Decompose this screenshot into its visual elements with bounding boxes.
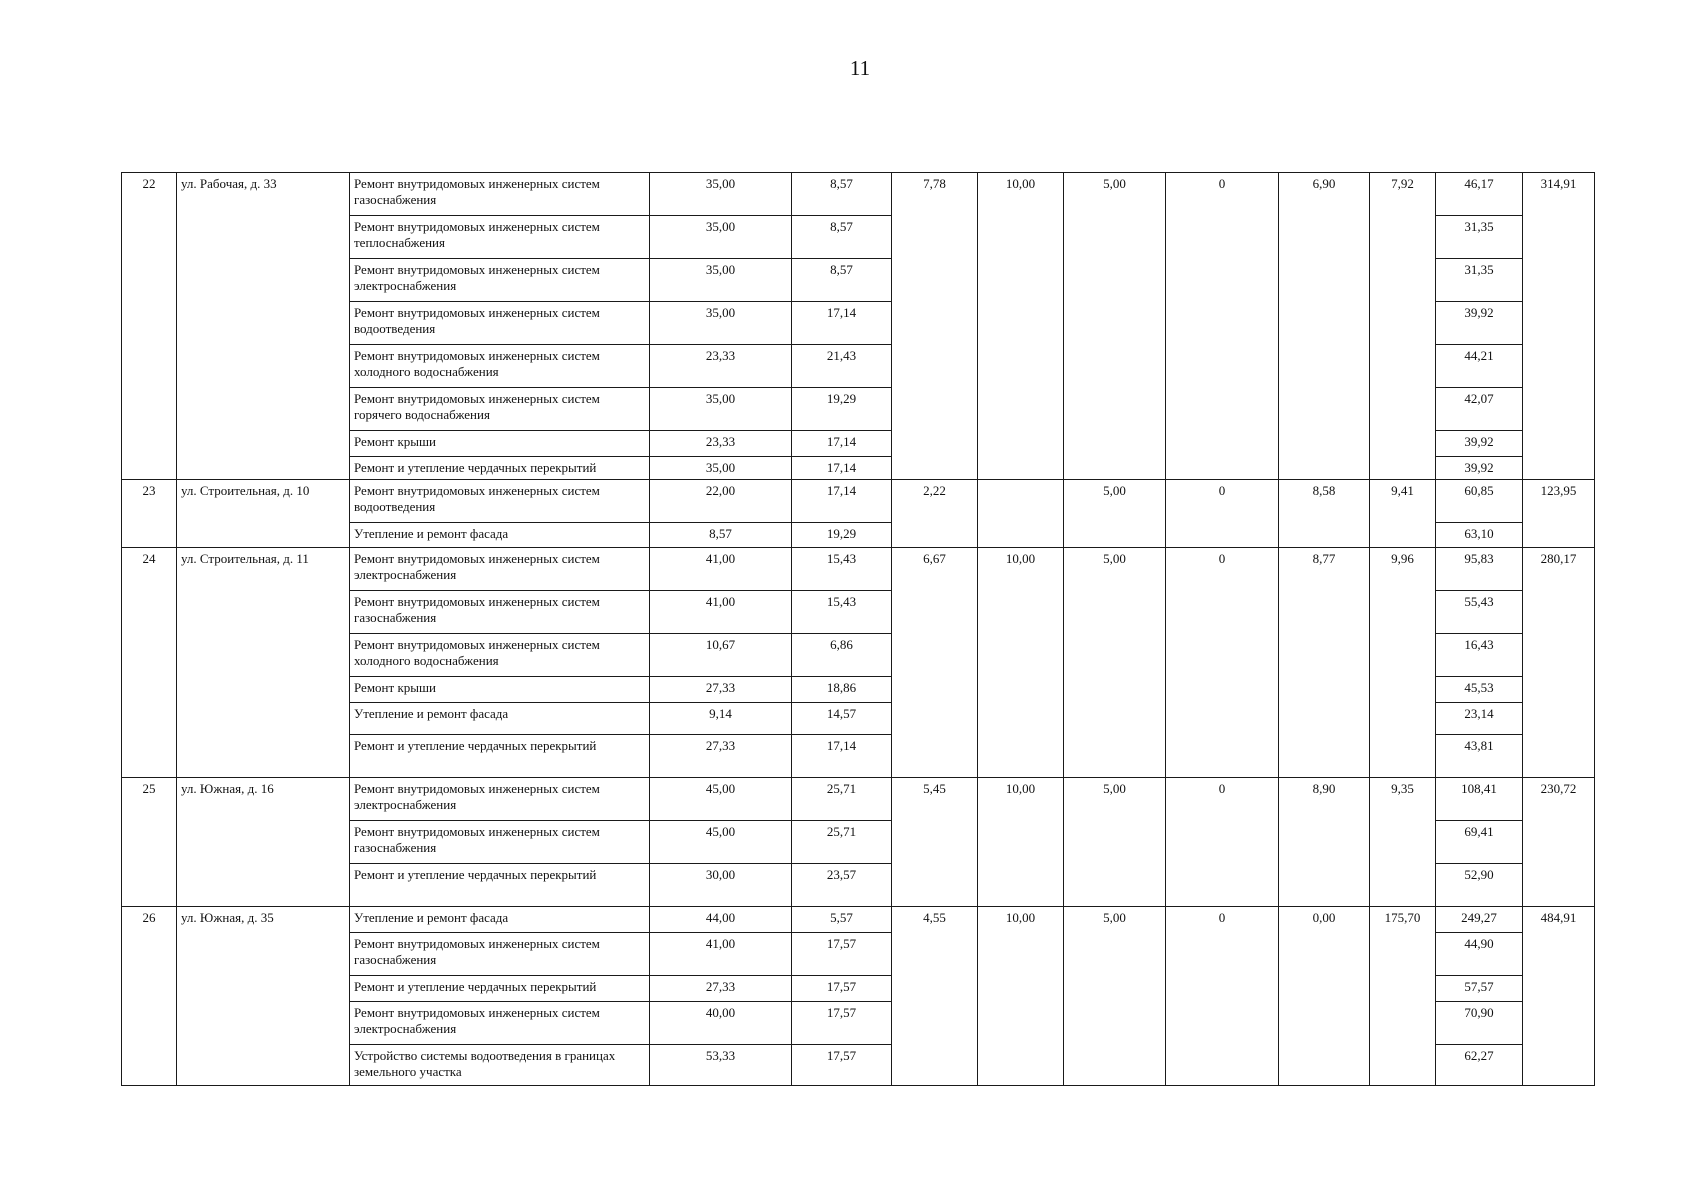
work-type: Утепление и ремонт фасада: [350, 523, 650, 548]
cost-value-a: 35,00: [650, 457, 792, 480]
cost-value-b: 23,57: [792, 864, 892, 907]
group-value-6: 9,35: [1370, 778, 1436, 907]
page-number: 11: [849, 56, 871, 80]
table-row: [122, 480, 1595, 523]
cost-value-a: 35,00: [650, 388, 792, 431]
cost-value-a: 27,33: [650, 677, 792, 703]
cost-value-b: 17,57: [792, 976, 892, 1002]
work-type: Ремонт внутридомовых инженерных систем холодного водоснабжения: [350, 634, 650, 677]
object-number: 26: [122, 907, 177, 1086]
work-type: Ремонт внутридомовых инженерных систем электроснабжения: [350, 778, 650, 821]
cost-value-a: 44,00: [650, 907, 792, 933]
group-value-1: 4,55: [892, 907, 978, 1086]
row-sum: 63,10: [1436, 523, 1523, 548]
work-type: Ремонт крыши: [350, 431, 650, 457]
work-type: Ремонт внутридомовых инженерных систем водоотведения: [350, 480, 650, 523]
cost-value-b: 17,14: [792, 735, 892, 778]
cost-value-b: 15,43: [792, 591, 892, 634]
cost-value-b: 8,57: [792, 173, 892, 216]
group-total: 484,91: [1523, 907, 1595, 1086]
row-sum: 44,90: [1436, 933, 1523, 976]
row-sum: 52,90: [1436, 864, 1523, 907]
row-sum: 16,43: [1436, 634, 1523, 677]
object-number: 24: [122, 548, 177, 778]
row-sum: 42,07: [1436, 388, 1523, 431]
group-value-1: 2,22: [892, 480, 978, 548]
row-sum: 43,81: [1436, 735, 1523, 778]
work-type: Ремонт и утепление чердачных перекрытий: [350, 864, 650, 907]
group-value-1: 7,78: [892, 173, 978, 480]
work-type: Устройство системы водоотведения в границах земельного участка: [350, 1045, 650, 1086]
cost-value-a: 45,00: [650, 821, 792, 864]
group-value-6: 175,70: [1370, 907, 1436, 1086]
cost-value-a: 22,00: [650, 480, 792, 523]
work-type: Ремонт крыши: [350, 677, 650, 703]
object-number: 23: [122, 480, 177, 548]
group-value-2: 10,00: [978, 548, 1064, 778]
cost-value-a: 41,00: [650, 591, 792, 634]
cost-value-a: 35,00: [650, 302, 792, 345]
group-value-3: 5,00: [1064, 548, 1166, 778]
cost-value-a: 35,00: [650, 173, 792, 216]
object-address: ул. Южная, д. 16: [177, 778, 350, 907]
table-row: [122, 548, 1595, 591]
work-type: Утепление и ремонт фасада: [350, 703, 650, 735]
group-value-6: 9,96: [1370, 548, 1436, 778]
work-type: Ремонт внутридомовых инженерных систем газоснабжения: [350, 173, 650, 216]
table-row: [122, 173, 1595, 216]
group-value-4: 0: [1166, 173, 1279, 480]
cost-value-b: 17,57: [792, 933, 892, 976]
cost-value-a: 53,33: [650, 1045, 792, 1086]
cost-value-b: 5,57: [792, 907, 892, 933]
group-value-1: 6,67: [892, 548, 978, 778]
cost-value-b: 25,71: [792, 821, 892, 864]
group-value-4: 0: [1166, 548, 1279, 778]
group-value-4: 0: [1166, 778, 1279, 907]
cost-value-b: 19,29: [792, 523, 892, 548]
group-value-1: 5,45: [892, 778, 978, 907]
cost-value-b: 17,14: [792, 480, 892, 523]
cost-value-b: 18,86: [792, 677, 892, 703]
object-number: 22: [122, 173, 177, 480]
cost-value-a: 41,00: [650, 548, 792, 591]
group-value-5: 8,90: [1279, 778, 1370, 907]
row-sum: 31,35: [1436, 259, 1523, 302]
cost-value-b: 6,86: [792, 634, 892, 677]
row-sum: 60,85: [1436, 480, 1523, 523]
cost-value-a: 30,00: [650, 864, 792, 907]
group-value-6: 9,41: [1370, 480, 1436, 548]
cost-value-b: 8,57: [792, 259, 892, 302]
row-sum: 23,14: [1436, 703, 1523, 735]
group-value-3: 5,00: [1064, 907, 1166, 1086]
group-total: 123,95: [1523, 480, 1595, 548]
group-value-4: 0: [1166, 907, 1279, 1086]
cost-value-b: 17,14: [792, 302, 892, 345]
work-type: Ремонт и утепление чердачных перекрытий: [350, 735, 650, 778]
object-address: ул. Строительная, д. 10: [177, 480, 350, 548]
group-total: 314,91: [1523, 173, 1595, 480]
work-type: Ремонт внутридомовых инженерных систем водоотведения: [350, 302, 650, 345]
object-number: 25: [122, 778, 177, 907]
row-sum: 46,17: [1436, 173, 1523, 216]
group-value-3: 5,00: [1064, 480, 1166, 548]
cost-value-a: 10,67: [650, 634, 792, 677]
group-total: 230,72: [1523, 778, 1595, 907]
work-type: Ремонт внутридомовых инженерных систем электроснабжения: [350, 259, 650, 302]
cost-value-a: 23,33: [650, 431, 792, 457]
group-value-4: 0: [1166, 480, 1279, 548]
table-body: [122, 173, 1595, 1086]
cost-value-b: 17,14: [792, 457, 892, 480]
row-sum: 44,21: [1436, 345, 1523, 388]
group-value-2: 10,00: [978, 907, 1064, 1086]
row-sum: 57,57: [1436, 976, 1523, 1002]
row-sum: 108,41: [1436, 778, 1523, 821]
cost-value-a: 27,33: [650, 976, 792, 1002]
work-type: Ремонт внутридомовых инженерных систем холодного водоснабжения: [350, 345, 650, 388]
group-value-2: [978, 480, 1064, 548]
cost-value-a: 41,00: [650, 933, 792, 976]
work-type: Ремонт внутридомовых инженерных систем электроснабжения: [350, 1002, 650, 1045]
cost-value-b: 17,14: [792, 431, 892, 457]
cost-value-b: 25,71: [792, 778, 892, 821]
cost-value-b: 8,57: [792, 216, 892, 259]
repair-cost-table: [121, 172, 1595, 1086]
cost-value-b: 17,57: [792, 1045, 892, 1086]
row-sum: 39,92: [1436, 457, 1523, 480]
cost-value-b: 21,43: [792, 345, 892, 388]
cost-value-a: 45,00: [650, 778, 792, 821]
table-row: [122, 907, 1595, 933]
work-type: Ремонт и утепление чердачных перекрытий: [350, 457, 650, 480]
group-value-5: 8,77: [1279, 548, 1370, 778]
group-value-2: 10,00: [978, 778, 1064, 907]
group-total: 280,17: [1523, 548, 1595, 778]
work-type: Ремонт внутридомовых инженерных систем электроснабжения: [350, 548, 650, 591]
work-type: Ремонт внутридомовых инженерных систем газоснабжения: [350, 591, 650, 634]
work-type: Ремонт внутридомовых инженерных систем газоснабжения: [350, 821, 650, 864]
object-address: ул. Рабочая, д. 33: [177, 173, 350, 480]
cost-value-a: 9,14: [650, 703, 792, 735]
row-sum: 45,53: [1436, 677, 1523, 703]
group-value-2: 10,00: [978, 173, 1064, 480]
row-sum: 39,92: [1436, 431, 1523, 457]
row-sum: 39,92: [1436, 302, 1523, 345]
work-type: Ремонт и утепление чердачных перекрытий: [350, 976, 650, 1002]
work-type: Ремонт внутридомовых инженерных систем горячего водоснабжения: [350, 388, 650, 431]
object-address: ул. Южная, д. 35: [177, 907, 350, 1086]
cost-value-a: 23,33: [650, 345, 792, 388]
row-sum: 62,27: [1436, 1045, 1523, 1086]
row-sum: 31,35: [1436, 216, 1523, 259]
row-sum: 70,90: [1436, 1002, 1523, 1045]
cost-value-b: 15,43: [792, 548, 892, 591]
cost-value-a: 35,00: [650, 259, 792, 302]
cost-value-b: 14,57: [792, 703, 892, 735]
cost-value-a: 35,00: [650, 216, 792, 259]
work-type: Ремонт внутридомовых инженерных систем теплоснабжения: [350, 216, 650, 259]
group-value-5: 6,90: [1279, 173, 1370, 480]
group-value-3: 5,00: [1064, 173, 1166, 480]
work-type: Утепление и ремонт фасада: [350, 907, 650, 933]
row-sum: 69,41: [1436, 821, 1523, 864]
group-value-3: 5,00: [1064, 778, 1166, 907]
row-sum: 249,27: [1436, 907, 1523, 933]
cost-value-a: 40,00: [650, 1002, 792, 1045]
work-type: Ремонт внутридомовых инженерных систем газоснабжения: [350, 933, 650, 976]
object-address: ул. Строительная, д. 11: [177, 548, 350, 778]
row-sum: 55,43: [1436, 591, 1523, 634]
row-sum: 95,83: [1436, 548, 1523, 591]
cost-value-a: 27,33: [650, 735, 792, 778]
cost-value-b: 19,29: [792, 388, 892, 431]
group-value-5: 8,58: [1279, 480, 1370, 548]
group-value-5: 0,00: [1279, 907, 1370, 1086]
cost-value-b: 17,57: [792, 1002, 892, 1045]
table-row: [122, 778, 1595, 821]
cost-value-a: 8,57: [650, 523, 792, 548]
group-value-6: 7,92: [1370, 173, 1436, 480]
